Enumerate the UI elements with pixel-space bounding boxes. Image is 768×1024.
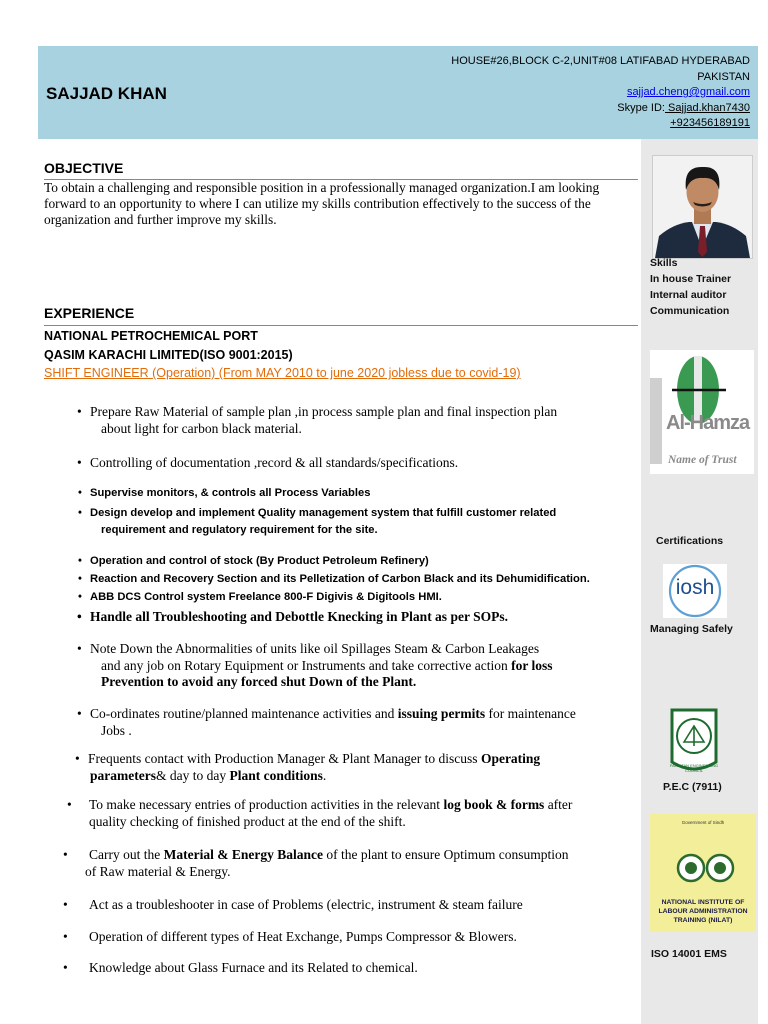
profile-photo <box>652 155 753 259</box>
skill-item: Internal auditor <box>650 289 727 301</box>
bullet-icon: • <box>78 591 82 603</box>
bullet-item: • Operation and control of stock (By Product Petroleum Refinery) <box>90 553 429 570</box>
skills-heading: Skills <box>650 257 678 269</box>
bullet-icon: • <box>77 706 82 721</box>
certifications-heading: Certifications <box>656 535 724 547</box>
al-hamza-logo-text: Al-Hamza <box>666 412 750 434</box>
bullet-item: • ABB DCS Control system Freelance 800-F Digivis & Digitools HMI. <box>90 589 442 606</box>
bullet-item: • Co-ordinates routine/planned maintenance activities and issuing permits for maintenance Jobs . <box>77 706 576 738</box>
experience-heading: EXPERIENCE <box>44 305 135 321</box>
bullet-icon: • <box>77 609 82 624</box>
iosh-logo-text: iosh <box>675 576 715 599</box>
al-hamza-logo <box>650 350 754 474</box>
nilat-gov-text: Government of Sindh <box>681 820 725 825</box>
phone-number: +923456189191 <box>670 117 750 129</box>
bullet-item: • Carry out the Material & Energy Balance of the plant to ensure Optimum consumption of Raw material & Energy. <box>63 847 569 879</box>
al-hamza-tagline: Name of Trust <box>668 454 737 466</box>
bullet-icon: • <box>63 847 68 862</box>
skill-item: In house Trainer <box>650 273 732 285</box>
bullet-item: • Knowledge about Glass Furnace and its Related to chemical. <box>63 960 418 975</box>
certification-item: Managing Safely <box>650 623 733 635</box>
certification-item: P.E.C (7911) <box>663 781 722 793</box>
page-top-margin <box>0 0 768 46</box>
company-name-line-2: QASIM KARACHI LIMITED(ISO 9001:2015) <box>44 348 293 362</box>
bullet-icon: • <box>63 960 68 975</box>
bullet-item: • Handle all Troubleshooting and Debottle Knecking in Plant as per SOPs. <box>77 609 508 624</box>
company-name-line-1: NATIONAL PETROCHEMICAL PORT <box>44 329 258 343</box>
bullet-icon: • <box>63 897 68 912</box>
address-line-2: PAKISTAN <box>697 70 750 83</box>
objective-heading: OBJECTIVE <box>44 160 124 176</box>
address-line-1: HOUSE#26,BLOCK C-2,UNIT#08 LATIFABAD HYDERABAD <box>451 55 750 67</box>
nilat-logo <box>650 814 756 932</box>
skype-id: Sajjad.khan7430 <box>664 101 750 114</box>
certification-item: ISO 14001 EMS <box>651 948 727 960</box>
pec-seal-text: PAKISTAN ENGINEERING COUNCIL <box>669 763 719 773</box>
bullet-icon: • <box>77 641 82 656</box>
bullet-icon: • <box>77 404 82 419</box>
bullet-item: • Prepare Raw Material of sample plan ,in process sample plan and final inspection plan about light for carbon black material. <box>77 404 558 436</box>
experience-divider <box>44 325 638 326</box>
email-link[interactable]: sajjad.cheng@gmail.com <box>626 86 750 98</box>
bullet-icon: • <box>78 507 82 519</box>
nilat-text: NATIONAL INSTITUTE OF LABOUR ADMINISTRATION TRAINING (NILAT) <box>658 899 748 924</box>
bullet-icon: • <box>78 487 82 499</box>
pec-seal-logo <box>658 702 730 776</box>
bullet-item: • Note Down the Abnormalities of units like oil Spillages Steam & Carbon Leakages and any job on Rotary Equipment or Instruments and take corrective action for loss Prevention to avoid any forced shut Down of the Plant. <box>77 641 553 689</box>
bullet-item: • Supervise monitors, & controls all Process Variables <box>90 485 370 502</box>
skype-line <box>451 101 750 117</box>
bullet-icon: • <box>67 797 72 812</box>
skype-label: Skype ID: <box>617 101 665 114</box>
bullet-icon: • <box>78 573 82 585</box>
bullet-item: • Controlling of documentation ,record & all standards/specifications. <box>77 455 459 470</box>
objective-text: To obtain a challenging and responsible position in a professionally managed organization.I am looking forward to an opportunity to where I can utilize my skills contribution effectively to the success of the organization and further improve my skills. <box>44 180 600 227</box>
bullet-item: • Frequents contact with Production Manager & Plant Manager to discuss Operating parameters& day to day Plant conditions. <box>75 751 541 783</box>
contact-block <box>451 54 750 132</box>
bullet-icon: • <box>75 751 80 766</box>
bullet-item: • Design develop and implement Quality management system that fulfill customer related requirement and regulatory requirement for the site. <box>78 507 557 536</box>
bullet-item: • Reaction and Recovery Section and its Pelletization of Carbon Black and its Dehumidification. <box>90 571 590 588</box>
bullet-item: • To make necessary entries of production activities in the relevant log book & forms after quality checking of finished product at the end of the shift. <box>67 797 573 829</box>
bullet-icon: • <box>78 555 82 567</box>
bullet-item: • Act as a troubleshooter in case of Problems (electric, instrument & steam failure <box>63 897 523 912</box>
candidate-name: SAJJAD KHAN <box>46 84 167 103</box>
iosh-logo <box>663 564 727 618</box>
bullet-item: • Operation of different types of Heat Exchange, Pumps Compressor & Blowers. <box>63 929 517 944</box>
skill-item: Communication <box>650 305 730 317</box>
bullet-icon: • <box>63 929 68 944</box>
resume-header <box>38 46 758 139</box>
bullet-icon: • <box>77 455 82 470</box>
job-role: SHIFT ENGINEER (Operation) (From MAY 2010 to june 2020 jobless due to covid-19) <box>44 366 521 380</box>
